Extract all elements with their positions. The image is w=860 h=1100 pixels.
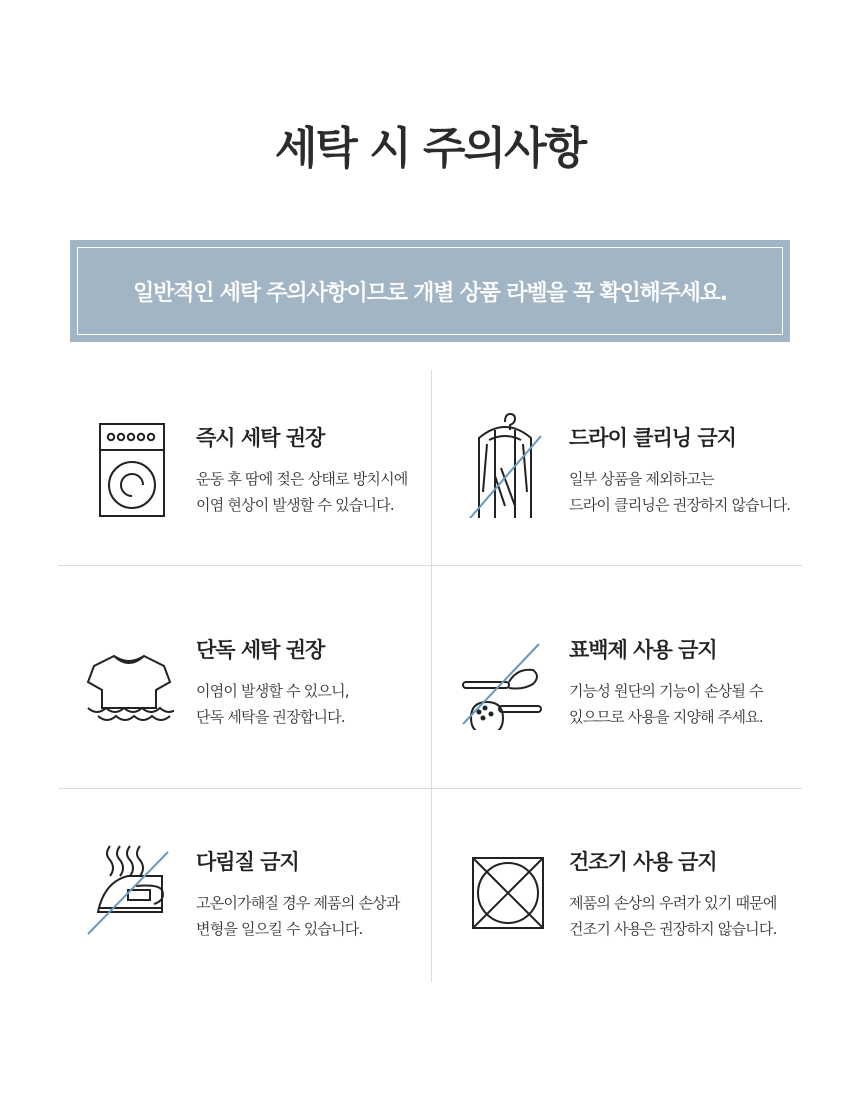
care-item-no-tumble-dry: [431, 794, 803, 1006]
washing-machine-icon: [84, 408, 174, 518]
care-description-line: 고온이가해질 경우 제품의 손상과: [196, 894, 400, 912]
care-instructions-grid: [58, 370, 802, 982]
care-description: [569, 678, 763, 730]
care-title: 드라이 클리닝 금지: [569, 426, 736, 450]
care-title: 즉시 세탁 권장: [196, 426, 325, 450]
separate-wash-icon: [84, 620, 174, 730]
care-description-line: 있으므로 사용을 지양해 주세요.: [569, 708, 763, 726]
care-description-line: 드라이 클리닝은 권장하지 않습니다.: [569, 496, 791, 514]
care-title: 표백제 사용 금지: [569, 638, 717, 662]
care-item-no-dry-cleaning: [431, 370, 803, 582]
page-title: 세탁 시 주의사항: [274, 123, 586, 174]
care-description-line: 기능성 원단의 기능이 손상될 수: [569, 682, 763, 700]
no-dry-cleaning-icon: [457, 408, 547, 518]
care-title: 건조기 사용 금지: [569, 850, 717, 874]
no-bleach-icon: [457, 620, 547, 730]
care-description-line: 단독 세탁을 권장합니다.: [196, 708, 345, 726]
care-description-line: 제품의 손상의 우려가 있기 때문에: [569, 894, 777, 912]
no-tumble-dry-icon: [457, 832, 547, 942]
care-description-line: 건조기 사용은 권장하지 않습니다.: [569, 920, 777, 938]
care-description-line: 이염이 발생할 수 있으니,: [196, 682, 349, 700]
notice-banner: [70, 240, 790, 342]
care-title: 단독 세탁 권장: [196, 638, 325, 662]
notice-text: 일반적인 세탁 주의사항이므로 개별 상품 라벨을 꼭 확인해주세요.: [133, 280, 727, 306]
care-description: [569, 466, 790, 518]
care-description-line: 일부 상품을 제외하고는: [569, 470, 714, 488]
care-item-no-ironing: [58, 794, 430, 1006]
care-description: [196, 678, 349, 730]
no-ironing-icon: [84, 832, 174, 942]
care-description: [569, 890, 777, 942]
care-item-no-bleach: [431, 582, 803, 794]
care-description: [196, 466, 408, 518]
notice-frame: [77, 247, 783, 335]
care-description-line: 변형을 일으킬 수 있습니다.: [196, 920, 363, 938]
care-title: 다림질 금지: [196, 850, 299, 874]
care-item-immediate-wash: [58, 370, 430, 582]
care-description: [196, 890, 400, 942]
care-description-line: 이염 현상이 발생할 수 있습니다.: [196, 496, 394, 514]
care-item-separate-wash: [58, 582, 430, 794]
care-description-line: 운동 후 땀에 젖은 상태로 방치시에: [196, 470, 408, 488]
